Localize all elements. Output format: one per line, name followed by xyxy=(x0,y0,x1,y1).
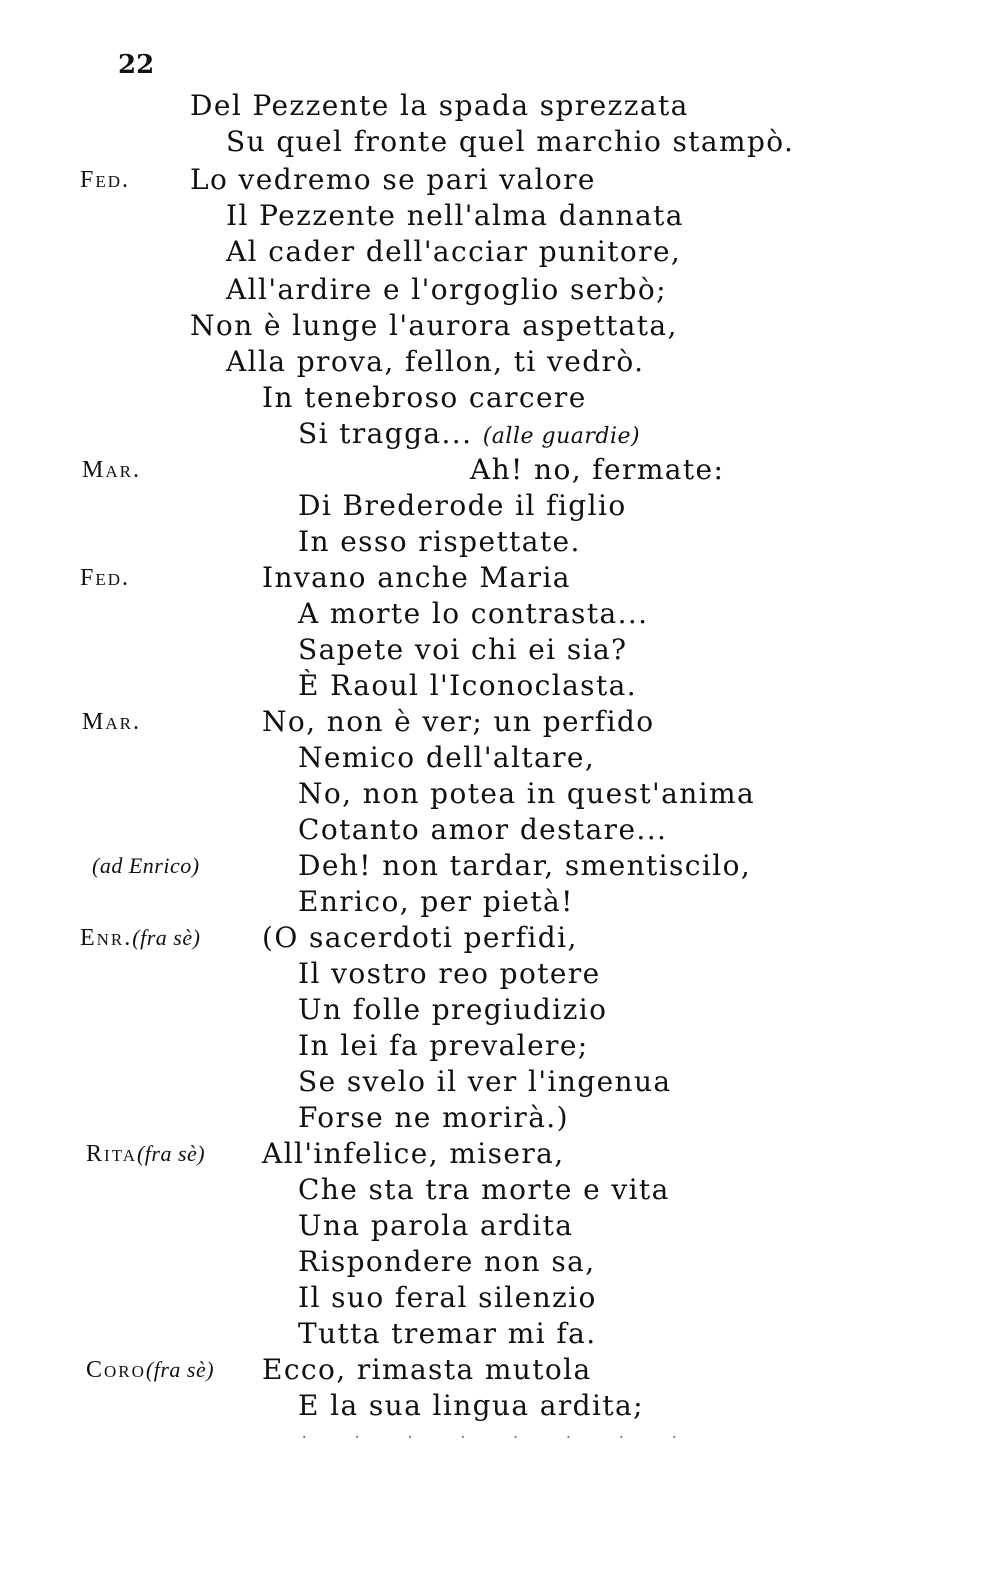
verse-line xyxy=(0,1316,1000,1352)
verse-line xyxy=(0,1100,1000,1136)
verse-line xyxy=(0,920,1000,956)
verse-words: Rispondere non sa, xyxy=(298,1245,596,1278)
verse-line xyxy=(0,812,1000,848)
verse-text xyxy=(190,162,596,198)
verse-words: Il suo feral silenzio xyxy=(298,1281,597,1314)
verse-words: Se svelo il ver l'ingenua xyxy=(298,1065,672,1098)
verse-text xyxy=(262,560,571,596)
verse-text xyxy=(298,1172,670,1208)
speaker-name: Rita xyxy=(86,1141,137,1167)
verse-text xyxy=(226,272,667,308)
verse-line xyxy=(0,380,1000,416)
speaker-label xyxy=(80,162,130,198)
verse-words: Enrico, per pietà! xyxy=(298,885,574,918)
verse-line xyxy=(0,740,1000,776)
speaker-name: Fed. xyxy=(80,167,131,193)
verse-text xyxy=(298,1316,597,1352)
verse-text xyxy=(298,812,667,848)
verse-line xyxy=(0,162,1000,198)
verse-text xyxy=(190,308,678,344)
ornament-dots: · · · · · · · · xyxy=(300,1430,697,1446)
verse-words: Non è lunge l'aurora aspettata, xyxy=(190,309,678,342)
verse-words: Cotanto amor destare... xyxy=(298,813,668,846)
verse-text xyxy=(298,1244,596,1280)
verse-line xyxy=(0,1172,1000,1208)
verse-text xyxy=(298,632,627,668)
speaker-label xyxy=(80,920,200,956)
verse-line xyxy=(0,198,1000,234)
verse-words: Il vostro reo potere xyxy=(298,957,601,990)
verse-line xyxy=(0,560,1000,596)
verse-words: Tutta tremar mi fa. xyxy=(298,1317,597,1350)
verse-text xyxy=(262,920,578,956)
verse-text xyxy=(298,1388,644,1424)
verse-words: Che sta tra morte e vita xyxy=(298,1173,670,1206)
verse-text xyxy=(226,344,644,380)
verse-line xyxy=(0,452,1000,488)
verse-text xyxy=(298,1280,597,1316)
verse-text xyxy=(226,234,681,270)
verse-text xyxy=(298,416,640,455)
verse-line xyxy=(0,488,1000,524)
verse-words: Una parola ardita xyxy=(298,1209,574,1242)
speaker-name: Fed. xyxy=(80,565,131,591)
verse-line xyxy=(0,956,1000,992)
speaker-name: Enr. xyxy=(80,925,133,951)
speaker-label xyxy=(92,848,200,884)
verse-text xyxy=(298,488,627,524)
verse-text xyxy=(226,198,684,234)
verse-text xyxy=(298,596,648,632)
verse-words: Un folle pregiudizio xyxy=(298,993,608,1026)
page-number: 22 xyxy=(118,50,155,80)
verse-line xyxy=(0,1280,1000,1316)
verse-words: All'ardire e l'orgoglio serbò; xyxy=(226,273,667,306)
verse-text xyxy=(262,1352,592,1388)
verse-words: Alla prova, fellon, ti vedrò. xyxy=(226,345,645,378)
verse-line xyxy=(0,1388,1000,1424)
verse-words: Deh! non tardar, smentiscilo, xyxy=(298,849,752,882)
verse-text xyxy=(298,524,581,560)
verse-text xyxy=(298,884,574,920)
verse-line xyxy=(0,88,1000,124)
verse-line xyxy=(0,632,1000,668)
verse-line xyxy=(0,1352,1000,1388)
speaker-name: Mar. xyxy=(82,709,141,735)
stage-direction: (ad Enrico) xyxy=(92,853,200,878)
verse-words: E la sua lingua ardita; xyxy=(298,1389,644,1422)
verse-text xyxy=(470,452,724,488)
verse-words: Invano anche Maria xyxy=(262,561,571,594)
speaker-name: Mar. xyxy=(82,457,141,483)
verse-text xyxy=(262,704,655,740)
stage-direction: (fra sè) xyxy=(132,925,201,950)
verse-line xyxy=(0,848,1000,884)
verse-words: No, non è ver; un perfido xyxy=(262,705,655,738)
verse-line xyxy=(0,234,1000,270)
verse-text xyxy=(298,848,751,884)
verse-line xyxy=(0,1136,1000,1172)
verse-words: (O sacerdoti perfidi, xyxy=(262,921,578,954)
verse-text xyxy=(190,88,689,124)
speaker-label xyxy=(80,560,130,596)
verse-words: Su quel fronte quel marchio stampò. xyxy=(226,125,795,158)
verse-text xyxy=(298,1100,569,1136)
verse-words: Il Pezzente nell'alma dannata xyxy=(226,199,684,232)
verse-text xyxy=(262,380,587,416)
verse-text xyxy=(298,1064,672,1100)
speaker-label xyxy=(82,452,141,488)
verse-words: Di Brederode il figlio xyxy=(298,489,627,522)
verse-text xyxy=(298,668,637,704)
verse-words: Al cader dell'acciar punitore, xyxy=(226,235,682,268)
verse-words: Ecco, rimasta mutola xyxy=(262,1353,592,1386)
speaker-label xyxy=(86,1352,214,1388)
verse-words: In tenebroso carcere xyxy=(262,381,587,414)
verse-text xyxy=(226,124,794,160)
verse-text xyxy=(262,1136,565,1172)
verse-text xyxy=(298,992,607,1028)
speaker-label xyxy=(86,1136,205,1172)
verse-line xyxy=(0,992,1000,1028)
verse-words: A morte lo contrasta... xyxy=(298,597,649,630)
speaker-name: Coro xyxy=(86,1357,146,1383)
verse-words: All'infelice, misera, xyxy=(262,1137,565,1170)
speaker-label xyxy=(82,704,141,740)
verse-text xyxy=(298,1208,573,1244)
verse-text xyxy=(298,1028,589,1064)
verse-line xyxy=(0,416,1000,452)
verse-line xyxy=(0,124,1000,160)
stage-direction: (fra sè) xyxy=(145,1357,215,1382)
verse-words: Forse ne morirà.) xyxy=(298,1101,569,1134)
verse-words: In lei fa prevalere; xyxy=(298,1029,589,1062)
verse-words: Del Pezzente la spada sprezzata xyxy=(190,89,689,122)
stage-direction: (alle guardie) xyxy=(482,424,641,449)
verse-line xyxy=(0,344,1000,380)
verse-words: Nemico dell'altare, xyxy=(298,741,596,774)
verse-text xyxy=(298,776,755,812)
verse-words: In esso rispettate. xyxy=(298,525,581,558)
verse-line xyxy=(0,1064,1000,1100)
verse-text xyxy=(298,740,595,776)
verse-line xyxy=(0,704,1000,740)
verse-text xyxy=(298,956,601,992)
verse-words: Si tragga... xyxy=(298,417,483,450)
verse-line xyxy=(0,776,1000,812)
verse-line xyxy=(0,668,1000,704)
verse-words: Lo vedremo se pari valore xyxy=(190,163,596,196)
verse-line xyxy=(0,1244,1000,1280)
stage-direction: (fra sè) xyxy=(136,1141,206,1166)
verse-line xyxy=(0,596,1000,632)
verse-line xyxy=(0,1028,1000,1064)
verse-words: Ah! no, fermate: xyxy=(470,453,725,486)
verse-words: No, non potea in quest'anima xyxy=(298,777,756,810)
verse-line xyxy=(0,1208,1000,1244)
verse-line xyxy=(0,524,1000,560)
verse-line xyxy=(0,272,1000,308)
verse-words: È Raoul l'Iconoclasta. xyxy=(298,669,637,702)
verse-line xyxy=(0,308,1000,344)
verse-line xyxy=(0,884,1000,920)
verse-words: Sapete voi chi ei sia? xyxy=(298,633,628,666)
